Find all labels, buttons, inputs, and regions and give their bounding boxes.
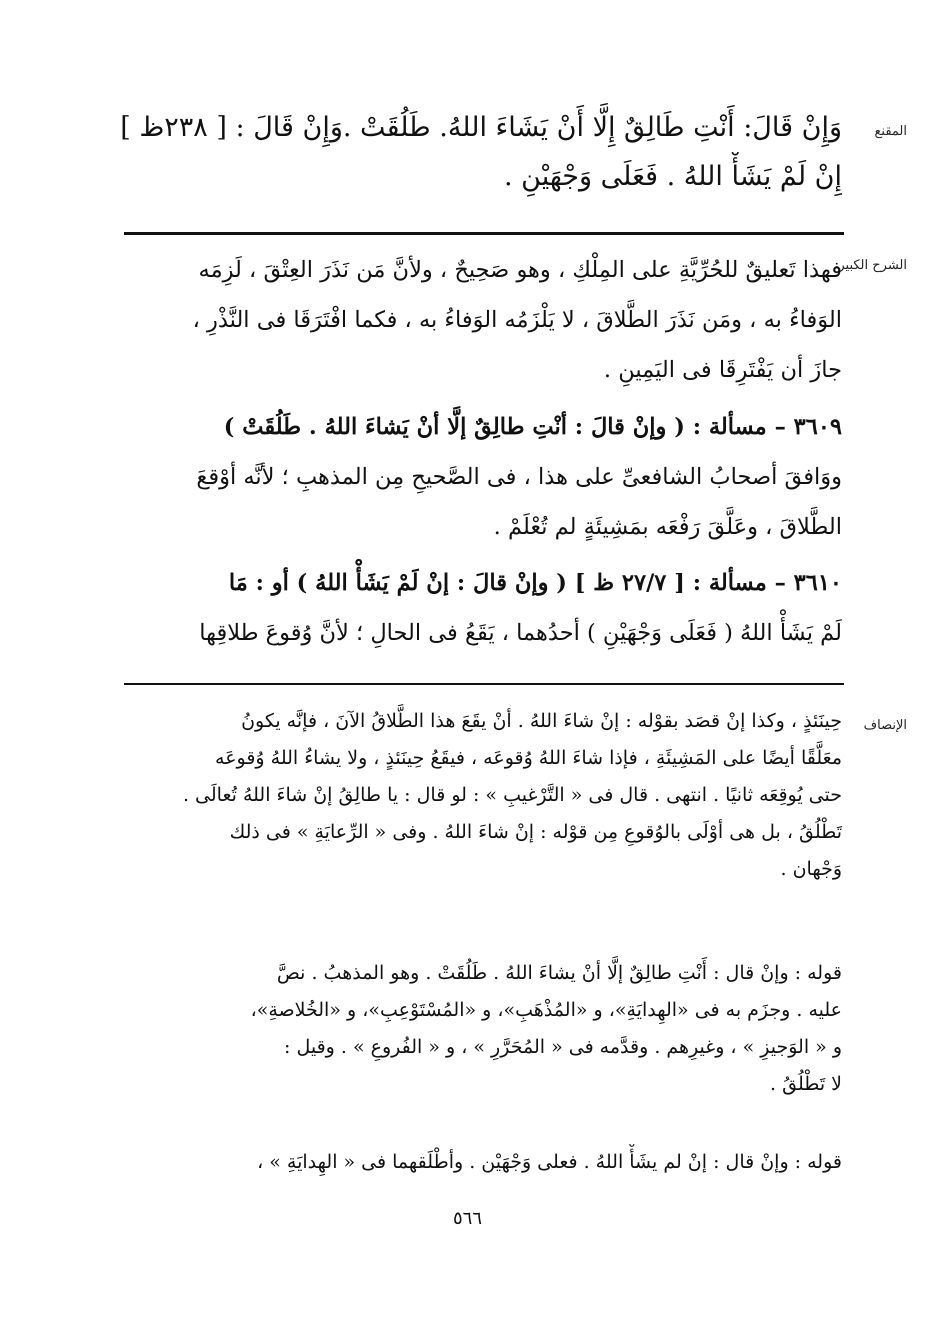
masala-line: ٣٦٠٩ – مسألة : ( وإنْ قالَ : أنْتِ طالِقٌ إلَّا أنْ يَشاءَ اللهُ . طَلُقَتْ ) <box>223 414 842 440</box>
commentary-line: لا تَطْلُقُ . <box>770 1073 842 1095</box>
insaf-line: معَلَّقًا أيضًا على المَشِيئَةِ ، فإذا شاءَ اللهُ وُقوعَه ، فيقَعُ حِينَئذٍ ، ولا يشاءُ اللهُ وُقوعَه <box>215 747 842 769</box>
commentary-line: قوله : وإنْ قال : أَنْتِ طالِقٌ إلَّا أنْ يشاءَ اللهُ . طَلُقَتْ . وهو المذهبُ . نصَّ <box>276 962 842 984</box>
sharh-text <box>120 245 842 395</box>
sharh-line: فهذا تَعليقٌ للحُرِّيَّةِ على المِلْكِ ، وهو صَحِيحٌ ، ولأنَّ مَن نَذَرَ العِتْقَ ، لَزِمَه <box>198 257 842 283</box>
commentary-line: و « الوَجيزِ » ، وغيرِهم . وقدَّمه فى « المُحَرَّرِ » ، و « الفُروعِ » . وقيل : <box>284 1036 842 1058</box>
section-label-sharh: الشرح الكبير <box>838 258 907 273</box>
masala-line: لَمْ يَشَأْ اللهُ ( فَعَلَى وَجْهَيْنِ ) أحدُهما ، يَقَعُ فى الحالِ ؛ لأنَّ وُقوعَ طلاقِها <box>199 620 842 646</box>
commentary-paragraph-1 <box>120 955 842 1103</box>
insaf-line: تَطْلُقُ ، بل هى أوْلَى بالوُقوعِ مِن قوْله : إنْ شاءَ اللهُ . وفى « الرِّعايَةِ » فى ذلك <box>229 821 842 843</box>
sharh-line: الوَفاءُ به ، ومَن نَذَرَ الطَّلاقَ ، لا يَلْزَمُه الوَفاءُ به ، فكما افْتَرَقَا فى النَّذْرِ ، <box>192 307 842 333</box>
insaf-line: حِينَئذٍ ، وكذا إنْ قصَد بقوْله : إنْ شاءَ اللهُ . أنْ يقَعَ هذا الطَّلاقُ الآنَ ، فإنَّه يكونُ <box>241 710 842 732</box>
insaf-line: حتى يُوقِعَه ثانيًا . انتهى . قال فى « التَّرْغيبِ » : لو قال : يا طالِقُ إنْ شاءَ اللهُ تُعالَى . <box>182 784 842 806</box>
page-number: ٥٦٦ <box>452 1208 482 1229</box>
commentary-paragraph-2 <box>120 1144 842 1181</box>
masala-line: ووَافقَ أصحابُ الشافعىِّ على هذا ، فى الصَّحيحِ مِن المذهبِ ؛ لأنَّه أوْقعَ <box>196 464 842 490</box>
masala-3610 <box>120 558 842 658</box>
insaf-text <box>120 703 842 888</box>
masala-line: ٣٦١٠ – مسألة : [ ٢٧/٧ ظ ] ( وإنْ قالَ : إنْ لَمْ يَشَأْ اللهُ ) أو : مَا <box>228 570 842 596</box>
masala-3609 <box>120 402 842 552</box>
muqni-line: إِنْ لَمْ يَشَأْ اللهُ . فَعَلَى وَجْهَيْنِ . <box>504 161 842 192</box>
section-divider <box>124 683 844 685</box>
muqni-text <box>120 103 842 201</box>
section-label-insaf: الإنصاف <box>863 718 907 733</box>
masala-line: الطَّلاقَ ، وعَلَّقَ رَفْعَه بمَشِيئَةٍ لم تُعْلَمْ . <box>493 514 842 540</box>
section-divider <box>124 232 844 235</box>
sharh-line: جازَ أن يَفْتَرِقَا فى اليَمِينِ . <box>603 357 842 383</box>
commentary-line: قوله : وإنْ قال : إنْ لم يشَأْ اللهُ . فعلى وَجْهَيْن . وأطْلَقهما فى « الهِدايَةِ » ، <box>257 1151 842 1173</box>
commentary-line: عليه . وجزَم به فى «الهِدايَةِ»، و «المُذْهَبِ»، و «المُسْتَوْعِبِ»، و «الخُلاصةِ»، <box>250 999 842 1021</box>
insaf-line: وَجْهان . <box>780 858 842 880</box>
muqni-line: وَإِنْ قَالَ: أَنْتِ طَالِقٌ إِلَّا أَنْ يَشَاءَ اللهُ. طَلُقَتْ .وَإِنْ قَالَ : [ ٢٣٨ظ ] <box>120 112 842 143</box>
section-label-muqni: المقنع <box>874 124 907 139</box>
